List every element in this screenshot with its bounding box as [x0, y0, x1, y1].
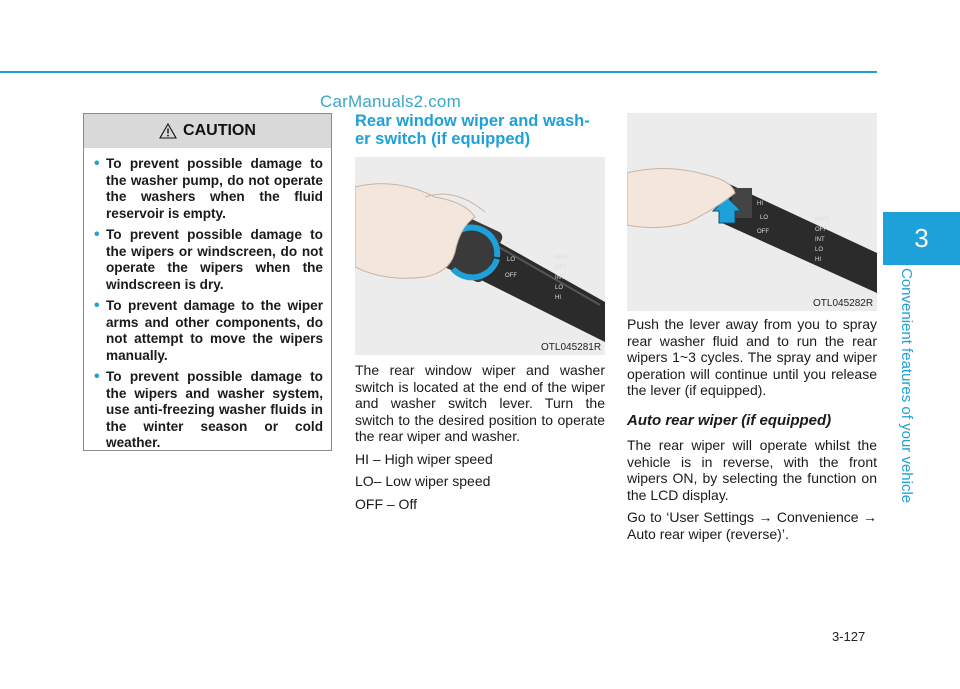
watermark: CarManuals2.com: [320, 92, 461, 111]
paragraph: Push the lever away from you to spray rear washer fluid and to run the rear wipers 1~3 cycles. The spray and wiper operation will continue until you release the lever (if equipped).: [627, 316, 877, 398]
figure-rear-wiper-switch: [355, 157, 605, 355]
svg-text:HI: HI: [505, 241, 511, 247]
caution-item: • To prevent possible damage to the wipers or windscreen, do not operate the wipers when the windscreen is dry.: [94, 227, 323, 293]
caution-item: • To prevent possible damage to the wipers and washer system, use anti-freezing washer fluids in the winter season or cold weather.: [94, 369, 323, 452]
page-number: 3-127: [832, 629, 866, 644]
column-2-text: [355, 362, 605, 518]
wiper-speed-lo: LO– Low wiper speed: [355, 473, 491, 489]
svg-text:INT: INT: [555, 275, 565, 281]
svg-text:INT: INT: [815, 237, 825, 243]
caution-box: [83, 113, 332, 451]
section-title-line1: Rear window wiper and wash-: [355, 112, 590, 130]
svg-text:MIST: MIST: [815, 217, 830, 223]
section-title: [355, 112, 605, 148]
svg-text:OFF: OFF: [555, 265, 567, 271]
figure-push-lever: [627, 113, 877, 311]
caution-list: [84, 148, 331, 452]
paragraph: The rear window wiper and washer switch is located at the end of the wiper and washer switch lever. Turn the switch to the desired position to operate the rear wiper and washer.: [355, 362, 605, 444]
figure-id: OTL045281R: [541, 342, 602, 353]
caution-title: CAUTION: [183, 122, 256, 139]
svg-text:OFF: OFF: [757, 229, 769, 235]
svg-text:LO: LO: [815, 247, 824, 253]
section-title-line2: er switch (if equipped): [355, 130, 531, 148]
caution-item: • To prevent possible damage to the washer pump, do not operate the washers when the fluid reservoir is empty.: [94, 156, 323, 222]
svg-text:MIST: MIST: [555, 255, 570, 261]
svg-text:OFF: OFF: [505, 273, 517, 279]
svg-text:OFF: OFF: [815, 227, 827, 233]
figure-id: OTL045282R: [813, 298, 874, 309]
caution-header: [84, 114, 331, 148]
svg-text:LO: LO: [760, 215, 769, 221]
chapter-number-tab: 3: [883, 212, 960, 265]
paragraph: Go to ‘User Settings → Convenience → Auto rear wiper (reverse)’.: [627, 509, 877, 542]
caution-item: • To prevent damage to the wiper arms and other components, do not attempt to move the wipers manually.: [94, 298, 323, 364]
svg-text:LO: LO: [507, 257, 516, 263]
paragraph: The rear wiper will operate whilst the vehicle is in reverse, with the front wipers ON, by selecting the function on the LCD display.: [627, 437, 877, 503]
header-rule: [0, 71, 877, 73]
wiper-speed-off: OFF – Off: [355, 495, 417, 512]
push-lever-illustration: [627, 113, 877, 311]
chapter-title-vertical: [898, 268, 920, 504]
svg-text:LO: LO: [555, 285, 564, 291]
chapter-title: Convenient features of your vehicle: [898, 268, 915, 504]
wiper-speed-hi: HI – High wiper speed: [355, 450, 493, 467]
svg-text:HI: HI: [815, 257, 821, 263]
svg-text:HI: HI: [555, 295, 561, 301]
subsection-title: Auto rear wiper (if equipped): [627, 411, 832, 429]
svg-text:HI: HI: [757, 201, 763, 207]
column-3-text: [627, 316, 877, 548]
warning-triangle-icon: [159, 123, 177, 139]
wiper-lever-illustration: [355, 157, 605, 355]
